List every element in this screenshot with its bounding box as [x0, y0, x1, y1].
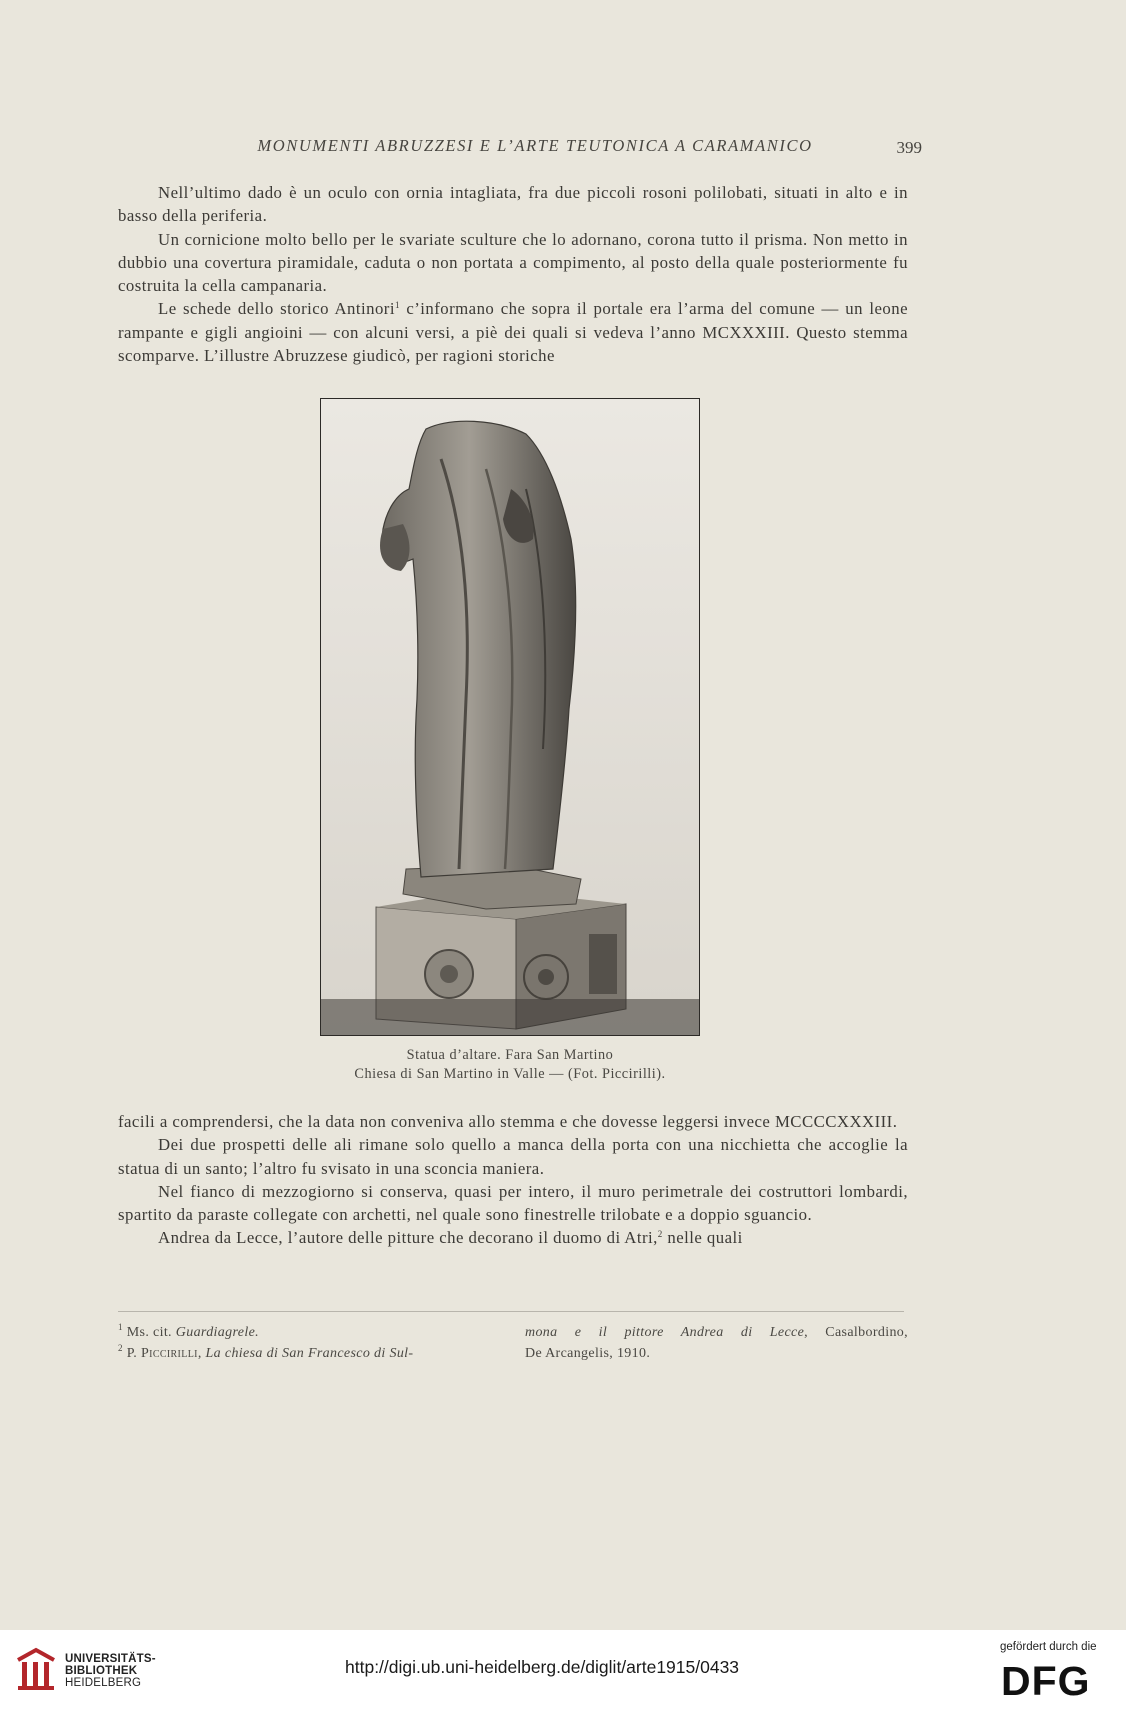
- dfg-logo: DFG: [1001, 1658, 1091, 1704]
- figure-caption-line2: Chiesa di San Martino in Valle — (Fot. Piccirilli).: [354, 1066, 666, 1082]
- digitization-footer: [0, 1630, 1126, 1710]
- footnote-title: mona e il pittore Andrea di Lecce: [525, 1325, 805, 1340]
- footnote-ref[interactable]: 1: [394, 300, 400, 311]
- footnote-text: , Casalbordino,: [804, 1325, 909, 1340]
- footnotes-left-column: [118, 1322, 498, 1364]
- photo-floor: [321, 999, 699, 1035]
- paragraph: facili a comprendersi, che la data non conveniva allo stemma e che dovesse leggersi invece MCCCCXXXIII.: [118, 1112, 898, 1131]
- paragraph: Nel fianco di mezzogiorno si conserva, quasi per intero, il muro perimetrale dei costruttori lombardi, spartito da paraste collegate con archetti, nel quale sono finestrelle trilobate e a doppio sguancio.: [118, 1181, 908, 1225]
- paragraph-text: Andrea da Lecce, l’autore delle pitture che decorano il duomo di Atri,: [158, 1228, 658, 1248]
- paragraph-text: Le schede dello storico Antinori: [158, 299, 395, 319]
- library-name-line: UNIVERSITÄTS-: [65, 1653, 156, 1665]
- paragraph: [118, 297, 908, 367]
- funder-label: gefördert durch die: [1000, 1641, 1097, 1653]
- statue-image: [321, 399, 699, 1035]
- paragraph: Un cornicione molto bello per le svariate sculture che lo adornano, corona tutto il prisma. Non metto in dubbio una covertura piramidale, caduta o non portata a compimento, al posto della quale posteriormente fu costruita la cella campanaria.: [118, 229, 908, 296]
- footnote-divider: [118, 1311, 904, 1312]
- library-name-line: HEIDELBERG: [65, 1677, 142, 1689]
- footnote-mark: 2: [118, 1343, 123, 1353]
- permalink-url[interactable]: http://digi.ub.uni-heidelberg.de/diglit/arte1915/0433: [345, 1657, 740, 1677]
- footnote-2-continued: [525, 1322, 908, 1343]
- paragraph: Dei due prospetti delle ali rimane solo quello a manca della porta con una nicchietta che accoglie la statua di un santo; l’altro fu svisato in una sconcia maniera.: [118, 1135, 908, 1178]
- library-name-line: BIBLIOTHEK: [65, 1665, 138, 1677]
- footnote-title: La chiesa di San Francesco di Sul-: [205, 1346, 414, 1361]
- library-name: [65, 1653, 156, 1689]
- footnote-text: Ms. cit.: [126, 1325, 176, 1340]
- footnote-author: P. Piccirilli: [126, 1346, 198, 1361]
- figure-caption-line1: Statua d’altare. Fara San Martino: [406, 1047, 614, 1063]
- footnote-ref[interactable]: 2: [657, 1229, 663, 1240]
- footnotes-right-column: [525, 1322, 908, 1364]
- body-text-bottom: [118, 1110, 908, 1250]
- paragraph: [118, 1226, 908, 1249]
- paragraph-text: c’informano che sopra il portale era l’arma del comune — un leone rampante e gigli angioini — con alcuni versi, a piè dei quali si vedeva l’anno MCXXXIII. Questo stemma scomparve. L’illustre Abruzzese giudicò, per ragioni storiche: [118, 299, 908, 366]
- paragraph: Nell’ultimo dado è un oculo con ornia intagliata, fra due piccoli rosoni polilobati, situati in alto e in basso della periferia.: [118, 183, 908, 226]
- footnote-mark: 1: [118, 1322, 123, 1332]
- page-number: 399: [896, 138, 922, 157]
- footnote-1: [118, 1322, 498, 1343]
- statue-photograph: [320, 398, 700, 1036]
- footnote-title: Guardiagrele.: [175, 1325, 259, 1340]
- footnote-2: $^2$ P. Piccirilli, La chiesa di San Francesco di Sul-: [118, 1343, 414, 1361]
- pedestal-side-panel: [589, 934, 617, 994]
- paragraph-text: nelle quali: [662, 1228, 743, 1248]
- running-title: MONUMENTI ABRUZZESI E L’ARTE TEUTONICA A CARAMANICO: [257, 136, 813, 155]
- library-logo-icon: [14, 1646, 58, 1692]
- body-text-top: [118, 181, 908, 367]
- footnote-2-publisher: De Arcangelis, 1910.: [525, 1346, 651, 1361]
